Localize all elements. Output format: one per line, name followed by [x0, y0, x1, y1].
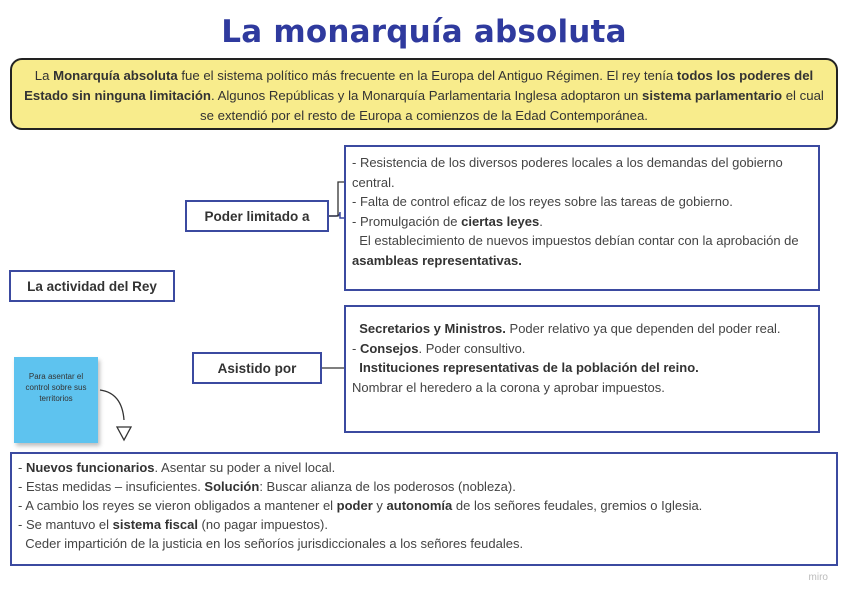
text-run: de los señores feudales, gremios o Iglesia. — [452, 498, 703, 513]
intro-text — [24, 68, 827, 123]
node-actividad-rey: La actividad del Rey — [9, 270, 175, 302]
bold-text: Nuevos funcionarios — [25, 460, 155, 475]
text-run: Ceder impartición de la justicia en los señoríos jurisdiccionales a los señores feudales. — [18, 536, 524, 551]
medidas-item — [18, 496, 830, 515]
bold-text: Monarquía absoluta — [53, 68, 178, 83]
text-run: - Estas medidas – insuficientes. — [18, 479, 205, 494]
text-run: Poder relativo ya que dependen del poder real. — [505, 321, 781, 336]
page-title: La monarquía absoluta — [221, 14, 627, 50]
connector-poder-curve — [329, 182, 344, 216]
text-run: - A cambio los reyes se vieron obligados a mantener el — [18, 498, 337, 513]
asistido-item — [352, 358, 812, 378]
text-run: (no pagar impuestos). — [197, 517, 329, 532]
medidas-item — [18, 534, 830, 553]
text-run: La — [34, 68, 54, 83]
text-run: - Promulgación de — [352, 213, 462, 229]
text-run: el cual se extendió por el resto de Europa a comienzos de la Edad Contemporánea. — [200, 88, 828, 123]
text-run: El establecimiento de nuevos impuestos debían contar con la aprobación de — [352, 233, 803, 248]
asistido-item — [352, 339, 812, 359]
poder-item — [352, 153, 812, 192]
poder-item — [352, 212, 812, 232]
asistido-item — [352, 319, 812, 339]
text-run: . Poder consultivo. — [418, 340, 526, 356]
poder-item — [352, 231, 812, 270]
bold-text: Consejos — [359, 340, 419, 356]
bold-text: asambleas representativas. — [352, 252, 522, 268]
arrow-curve — [100, 390, 124, 420]
text-run: - — [352, 340, 360, 356]
arrow-head — [117, 427, 131, 440]
text-run: . Asentar su poder a nivel local. — [154, 460, 336, 475]
medidas-item — [18, 458, 830, 477]
asistido-por-list — [344, 305, 820, 433]
text-run: . — [539, 213, 543, 229]
bold-text: Secretarios y Ministros. — [359, 321, 506, 336]
medidas-list — [10, 452, 838, 566]
text-run: y — [372, 498, 387, 513]
bold-text: autonomía — [386, 498, 453, 513]
node-poder-limitado: Poder limitado a — [185, 200, 329, 232]
intro-box — [10, 58, 838, 130]
text-run: Nombrar el heredero a la corona y aprobar impuestos. — [352, 379, 665, 395]
text-run: - Resistencia de los diversos poderes locales a los demandas del gobierno central. — [352, 155, 787, 190]
connector-poder-box — [329, 212, 344, 218]
bold-text: todos los poderes del Estado sin ninguna limitación — [24, 68, 817, 103]
text-run: - Se mantuvo el — [18, 517, 113, 532]
bold-text: sistema fiscal — [112, 517, 198, 532]
bold-text: Solución — [204, 479, 260, 494]
text-run: - Falta de control eficaz de los reyes sobre las tareas de gobierno. — [352, 194, 733, 209]
text-run: fue el sistema político más frecuente en la Europa del Antiguo Régimen. El rey tenía — [177, 68, 677, 83]
medidas-item — [18, 477, 830, 496]
text-run: . Algunos Repúblicas y la Monarquía Parlamentaria Inglesa adoptaron un — [210, 88, 643, 103]
bold-text: poder — [336, 498, 373, 513]
poder-item — [352, 192, 812, 212]
sticky-note: Para asentar el control sobre sus territorios — [14, 357, 98, 443]
bold-text: Instituciones representativas de la población del reino. — [359, 360, 699, 375]
medidas-item — [18, 515, 830, 534]
bold-text: ciertas leyes — [461, 213, 540, 229]
miro-watermark: miro — [808, 572, 828, 583]
poder-limitado-list — [344, 145, 820, 291]
node-asistido-por: Asistido por — [192, 352, 322, 384]
text-run: : Buscar alianza de los poderosos (nobleza). — [259, 479, 516, 494]
asistido-item — [352, 378, 812, 398]
bold-text: sistema parlamentario — [642, 88, 783, 103]
text-run: - — [18, 460, 26, 475]
